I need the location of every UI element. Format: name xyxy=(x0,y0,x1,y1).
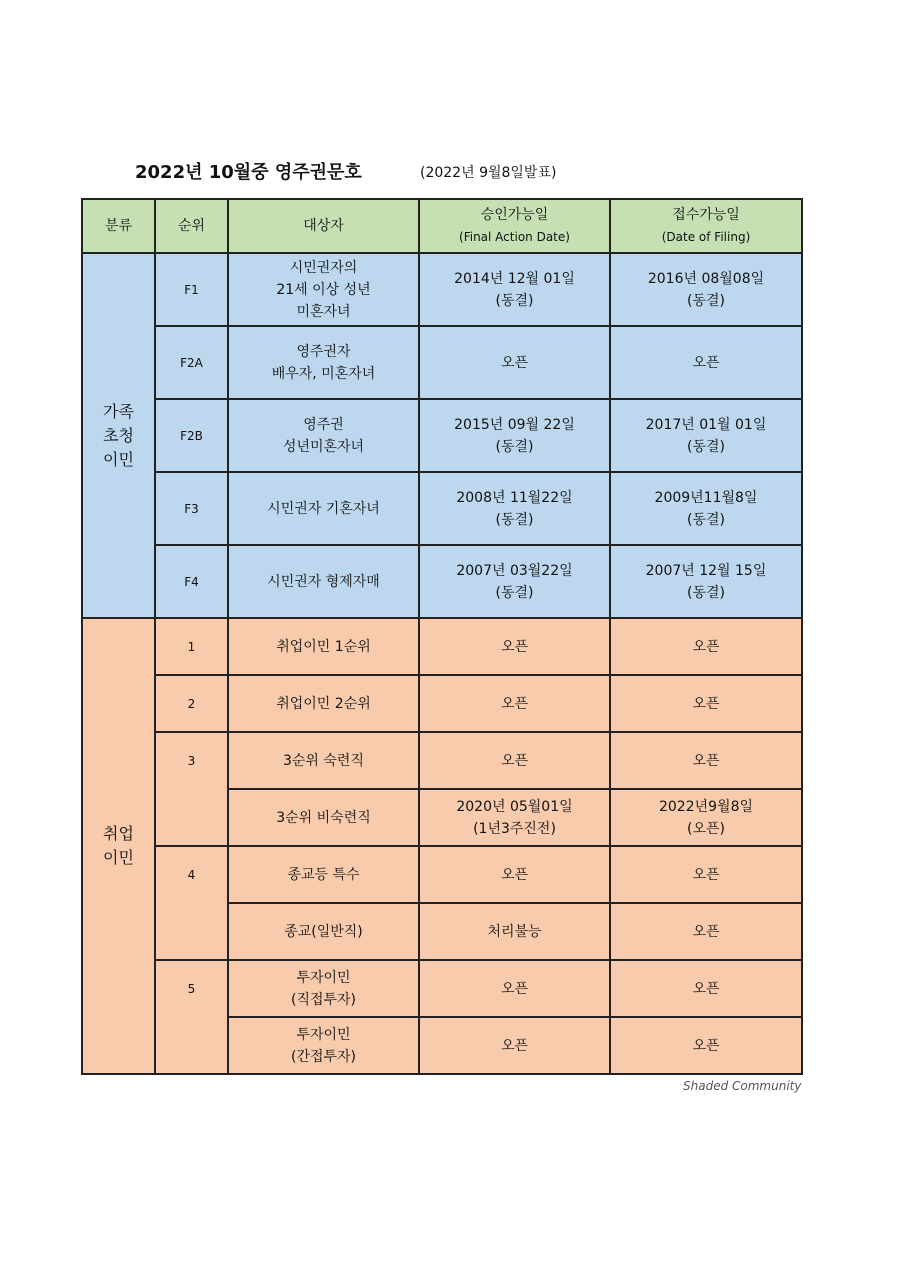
target-cell: 투자이민 (직접투자) xyxy=(228,960,419,1017)
target-cell: 영주권 성년미혼자녀 xyxy=(228,399,419,472)
header-rank: 순위 xyxy=(155,199,228,253)
final-action-cell: 2014년 12월 01일 (동결) xyxy=(419,253,610,326)
final-action-cell: 오픈 xyxy=(419,675,610,732)
target-cell: 종교등 특수 xyxy=(228,846,419,903)
rank-cell: F4 xyxy=(155,545,228,618)
final-action-cell: 2015년 09월 22일 (동결) xyxy=(419,399,610,472)
final-action-cell: 2007년 03월22일 (동결) xyxy=(419,545,610,618)
header-category: 분류 xyxy=(82,199,155,253)
target-cell: 취업이민 2순위 xyxy=(228,675,419,732)
header-filing: 접수가능일 (Date of Filing) xyxy=(610,199,802,253)
rank-cell: F2A xyxy=(155,326,228,399)
rank-cell: 1 xyxy=(155,618,228,675)
table-row xyxy=(82,732,802,789)
source-credit: Shaded Community xyxy=(683,1079,802,1093)
filing-cell: 오픈 xyxy=(610,846,802,903)
table-row xyxy=(82,960,802,1017)
rank-cell: 4 xyxy=(155,846,228,960)
header-final-action: 승인가능일 (Final Action Date) xyxy=(419,199,610,253)
rank-cell: F2B xyxy=(155,399,228,472)
final-action-cell: 2008년 11월22일 (동결) xyxy=(419,472,610,545)
target-cell: 투자이민 (간접투자) xyxy=(228,1017,419,1074)
final-action-cell: 오픈 xyxy=(419,326,610,399)
table-row xyxy=(82,472,802,545)
final-action-cell: 오픈 xyxy=(419,618,610,675)
table-row xyxy=(82,326,802,399)
table-row xyxy=(82,618,802,675)
final-action-cell: 오픈 xyxy=(419,732,610,789)
final-action-cell: 2020년 05월01일 (1년3주진전) xyxy=(419,789,610,846)
target-cell: 시민권자 기혼자녀 xyxy=(228,472,419,545)
table-row xyxy=(82,399,802,472)
final-action-cell: 오픈 xyxy=(419,846,610,903)
filing-cell: 오픈 xyxy=(610,960,802,1017)
rank-cell: 5 xyxy=(155,960,228,1074)
target-cell: 시민권자의 21세 이상 성년 미혼자녀 xyxy=(228,253,419,326)
target-cell: 영주권자 배우자, 미혼자녀 xyxy=(228,326,419,399)
target-cell: 종교(일반직) xyxy=(228,903,419,960)
filing-cell: 2022년9월8일 (오픈) xyxy=(610,789,802,846)
target-cell: 취업이민 1순위 xyxy=(228,618,419,675)
filing-cell: 2016년 08월08일 (동결) xyxy=(610,253,802,326)
filing-cell: 2017년 01월 01일 (동결) xyxy=(610,399,802,472)
filing-cell: 오픈 xyxy=(610,903,802,960)
target-cell: 3순위 숙련직 xyxy=(228,732,419,789)
page-title: 2022년 10월중 영주권문호 xyxy=(135,162,362,183)
header-target: 대상자 xyxy=(228,199,419,253)
rank-cell: 2 xyxy=(155,675,228,732)
rank-cell: 3 xyxy=(155,732,228,846)
announcement-date: (2022년 9월8일발표) xyxy=(420,165,557,181)
final-action-cell: 처리불능 xyxy=(419,903,610,960)
filing-cell: 오픈 xyxy=(610,1017,802,1074)
visa-bulletin-table xyxy=(81,198,803,1075)
rank-cell: F3 xyxy=(155,472,228,545)
category-employment: 취업 이민 xyxy=(82,618,155,1074)
filing-cell: 2009년11월8일 (동결) xyxy=(610,472,802,545)
filing-cell: 오픈 xyxy=(610,326,802,399)
table-row xyxy=(82,253,802,326)
final-action-cell: 오픈 xyxy=(419,960,610,1017)
filing-cell: 2007년 12월 15일 (동결) xyxy=(610,545,802,618)
table-row xyxy=(82,675,802,732)
category-family: 가족 초청 이민 xyxy=(82,253,155,618)
filing-cell: 오픈 xyxy=(610,732,802,789)
table-row xyxy=(82,846,802,903)
rank-cell: F1 xyxy=(155,253,228,326)
target-cell: 3순위 비숙련직 xyxy=(228,789,419,846)
filing-cell: 오픈 xyxy=(610,675,802,732)
filing-cell: 오픈 xyxy=(610,618,802,675)
table-row xyxy=(82,545,802,618)
target-cell: 시민권자 형제자매 xyxy=(228,545,419,618)
table-header-row xyxy=(82,199,802,253)
final-action-cell: 오픈 xyxy=(419,1017,610,1074)
